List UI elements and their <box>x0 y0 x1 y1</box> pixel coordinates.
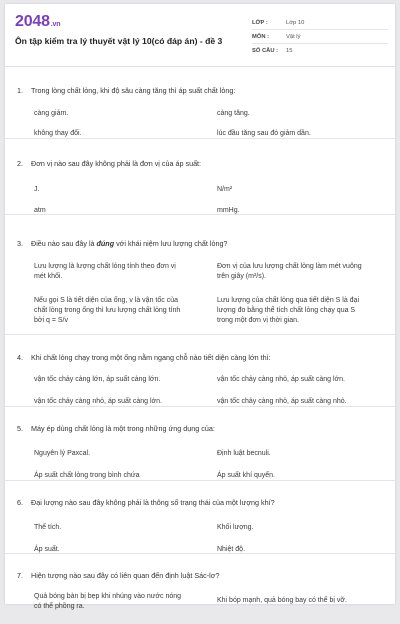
question-5 <box>5 407 395 481</box>
meta-label: SỐ CÂU : <box>252 47 279 54</box>
meta-value: Lớp 10 <box>286 19 305 26</box>
document-header <box>5 4 395 67</box>
question-7 <box>5 554 395 624</box>
option-a[interactable]: Lưu lượng là lượng chất lỏng tính theo đơn vị mét khối. <box>34 263 176 280</box>
question-text: 7. Hiện tượng nào sau đây có liên quan đến định luật Sác-lơ? <box>17 571 220 580</box>
question-text: 6. Đại lượng nào sau đây không phải là thông số trạng thái của một lượng khí? <box>17 498 275 507</box>
meta-label: MÔN : <box>252 33 270 40</box>
option-b[interactable]: Khối lượng. <box>217 524 254 531</box>
option-d[interactable]: lúc đầu tăng sau đó giảm dần. <box>217 130 311 137</box>
option-c[interactable]: Nếu gọi S là tiết diện của ống, v là vận tốc của chất lỏng trong ống thì lưu lượng chất lỏng tính bởi q = S/v <box>34 297 181 324</box>
question-1 <box>5 66 395 139</box>
option-b[interactable]: Đơn vị của lưu lượng chất lỏng làm mét vuông trên giây (m²/s). <box>217 263 362 280</box>
site-logo[interactable]: 2048.vn <box>15 13 61 30</box>
meta-value: Vật lý <box>286 33 301 40</box>
meta-table <box>252 16 388 57</box>
option-d[interactable]: Nhiệt độ. <box>217 546 246 553</box>
option-a[interactable]: Nguyên lý Paxcal. <box>34 450 91 457</box>
option-d[interactable]: vận tốc chảy càng nhỏ, áp suất càng nhỏ. <box>217 398 347 405</box>
question-text: 1. Trong lòng chất lỏng, khi độ sâu càng tăng thì áp suất chất lỏng: <box>17 86 236 95</box>
option-c[interactable]: Áp suất chất lỏng trong bình chứa <box>34 472 140 479</box>
question-6 <box>5 481 395 554</box>
option-c[interactable]: không thay đổi. <box>34 130 82 137</box>
option-a[interactable]: càng giảm. <box>34 110 69 117</box>
option-a[interactable]: J. <box>34 186 40 193</box>
meta-row-count <box>252 44 388 57</box>
document-title: Ôn tập kiểm tra lý thuyết vật lý 10(có đáp án) - đề 3 <box>15 36 223 46</box>
meta-label: LỚP : <box>252 19 268 26</box>
document-page <box>5 4 395 610</box>
option-a[interactable]: Quả bóng bàn bị bẹp khi nhúng vào nước nóng có thể phồng ra. <box>34 593 182 610</box>
option-d[interactable]: mmHg. <box>217 207 240 214</box>
question-list <box>5 66 395 624</box>
question-text: 4. Khi chất lỏng chạy trong một ống nằm ngang chỗ nào tiết diện càng lớn thì: <box>17 353 271 362</box>
question-4 <box>5 335 395 407</box>
meta-value: 15 <box>286 47 293 54</box>
question-text: 5. Máy ép dùng chất lỏng là một trong những ứng dụng của: <box>17 424 215 433</box>
option-d[interactable]: Lưu lượng của chất lỏng qua tiết diện S là đại lượng đo bằng thể tích chất lỏng chạy qua S trong một đơn vị thời gian. <box>217 297 359 324</box>
question-text: 3. Điều nào sau đây là đúng với khái niệm lưu lượng chất lỏng? <box>17 239 228 248</box>
option-c[interactable]: vận tốc chảy càng nhỏ, áp suất càng lớn. <box>34 398 162 405</box>
option-c[interactable]: atm <box>34 207 46 214</box>
question-3 <box>5 215 395 335</box>
option-b[interactable]: N/m² <box>217 186 233 193</box>
option-a[interactable]: Thể tích. <box>34 524 62 531</box>
question-text: 2. Đơn vị nào sau đây không phải là đơn vị của áp suất: <box>17 159 202 168</box>
question-2 <box>5 139 395 215</box>
meta-row-subject <box>252 30 388 44</box>
option-b[interactable]: càng tăng. <box>217 110 250 117</box>
option-d[interactable]: Áp suất khí quyển. <box>217 472 275 479</box>
option-c[interactable]: Áp suất. <box>34 546 60 553</box>
option-b[interactable]: vận tốc chảy càng nhỏ, áp suất càng lớn. <box>217 376 345 383</box>
option-b[interactable]: Khi bóp mạnh, quả bóng bay có thể bị vỡ. <box>217 597 347 604</box>
option-b[interactable]: Định luật becnuli. <box>217 450 271 457</box>
meta-row-class <box>252 16 388 30</box>
emphasis-text: đúng <box>96 239 115 248</box>
option-a[interactable]: vận tốc chảy càng lớn, áp suất càng lớn. <box>34 376 161 383</box>
